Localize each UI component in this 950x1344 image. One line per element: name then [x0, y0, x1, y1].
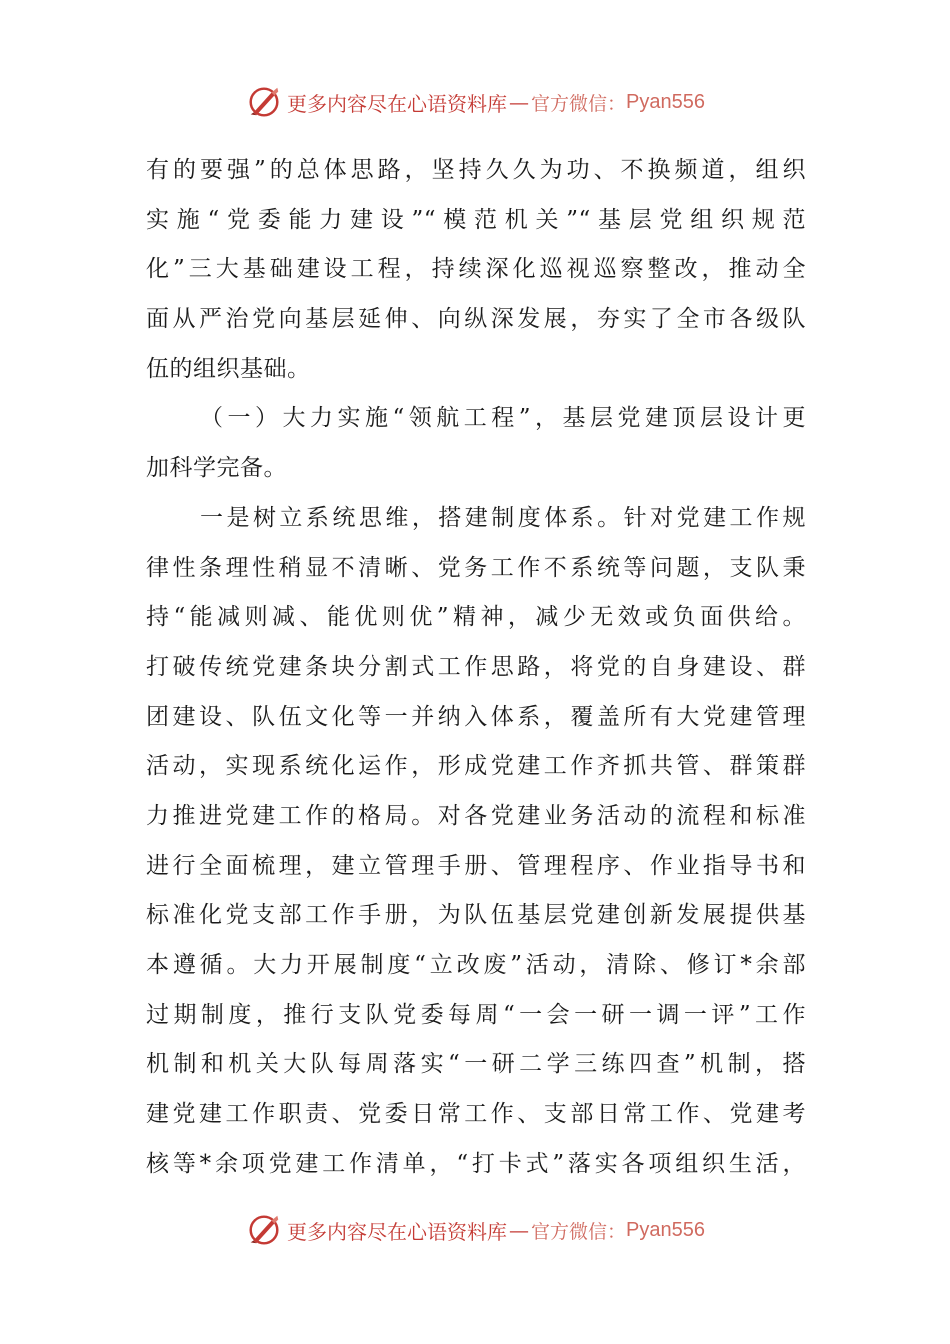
text-line: 律性条理性稍显不清晰、党务工作不系统等问题，支队秉: [146, 554, 806, 581]
watermark-wechat-label: 官方微信：: [531, 1220, 627, 1243]
header-watermark: [0, 82, 950, 122]
text-line: 活动，实现系统化运作，形成党建工作齐抓共管、群策群: [146, 753, 806, 780]
watermark-wechat-label: 官方微信：: [531, 92, 627, 115]
text-line: 化”三大基础建设工程，持续深化巡视巡察整改，推动全: [146, 256, 806, 283]
watermark-main-text: 更多内容尽在心语资料库: [287, 1219, 507, 1244]
text-line: 加科学完备。: [146, 455, 287, 482]
watermark-wechat-id: Pyan556: [626, 90, 705, 113]
text-line: 一是树立系统思维，搭建制度体系。针对党建工作规: [200, 504, 806, 531]
watermark-wechat-id: Pyan556: [626, 1218, 705, 1241]
text-line: 实施“党委能力建设”“模范机关”“基层党组织规范: [146, 206, 806, 233]
document-body: [146, 146, 806, 1189]
text-line: 伍的组织基础。: [146, 355, 311, 382]
watermark-main-text: 更多内容尽在心语资料库: [287, 91, 507, 116]
pen-logo-icon: [245, 83, 283, 121]
text-line: 进行全面梳理，建立管理手册、管理程序、作业指导书和: [146, 852, 806, 879]
text-line: 有的要强”的总体思路，坚持久久为功、不换频道，组织: [146, 157, 806, 183]
text-line: 标准化党支部工作手册，为队伍基层党建创新发展提供基: [146, 902, 806, 929]
pen-logo-icon: [245, 1211, 283, 1249]
watermark-separator: —: [509, 1218, 529, 1242]
text-line: 机制和机关大队每周落实“一研二学三练四查”机制，搭: [146, 1051, 806, 1078]
text-line: 面从严治党向基层延伸、向纵深发展，夯实了全市各级队: [146, 306, 806, 333]
text-line: 团建设、队伍文化等一并纳入体系，覆盖所有大党建管理: [146, 703, 806, 730]
text-line: 本遵循。大力开展制度“立改废”活动，清除、修订*余部: [146, 952, 806, 978]
text-line: 核等*余项党建工作清单，“打卡式”落实各项组织生活，: [146, 1150, 806, 1177]
text-line: 持“能减则减、能优则优”精神，减少无效或负面供给。: [146, 604, 806, 631]
text-line: 力推进党建工作的格局。对各党建业务活动的流程和标准: [146, 802, 806, 829]
footer-watermark: [0, 1210, 950, 1250]
text-line: 过期制度，推行支队党委每周“一会一研一调一评”工作: [146, 1001, 806, 1028]
text-line: （一）大力实施“领航工程”，基层党建顶层设计更: [200, 405, 806, 432]
text-line: 打破传统党建条块分割式工作思路，将党的自身建设、群: [146, 653, 806, 680]
text-line: 建党建工作职责、党委日常工作、支部日常工作、党建考: [146, 1101, 806, 1128]
watermark-separator: —: [509, 90, 529, 114]
